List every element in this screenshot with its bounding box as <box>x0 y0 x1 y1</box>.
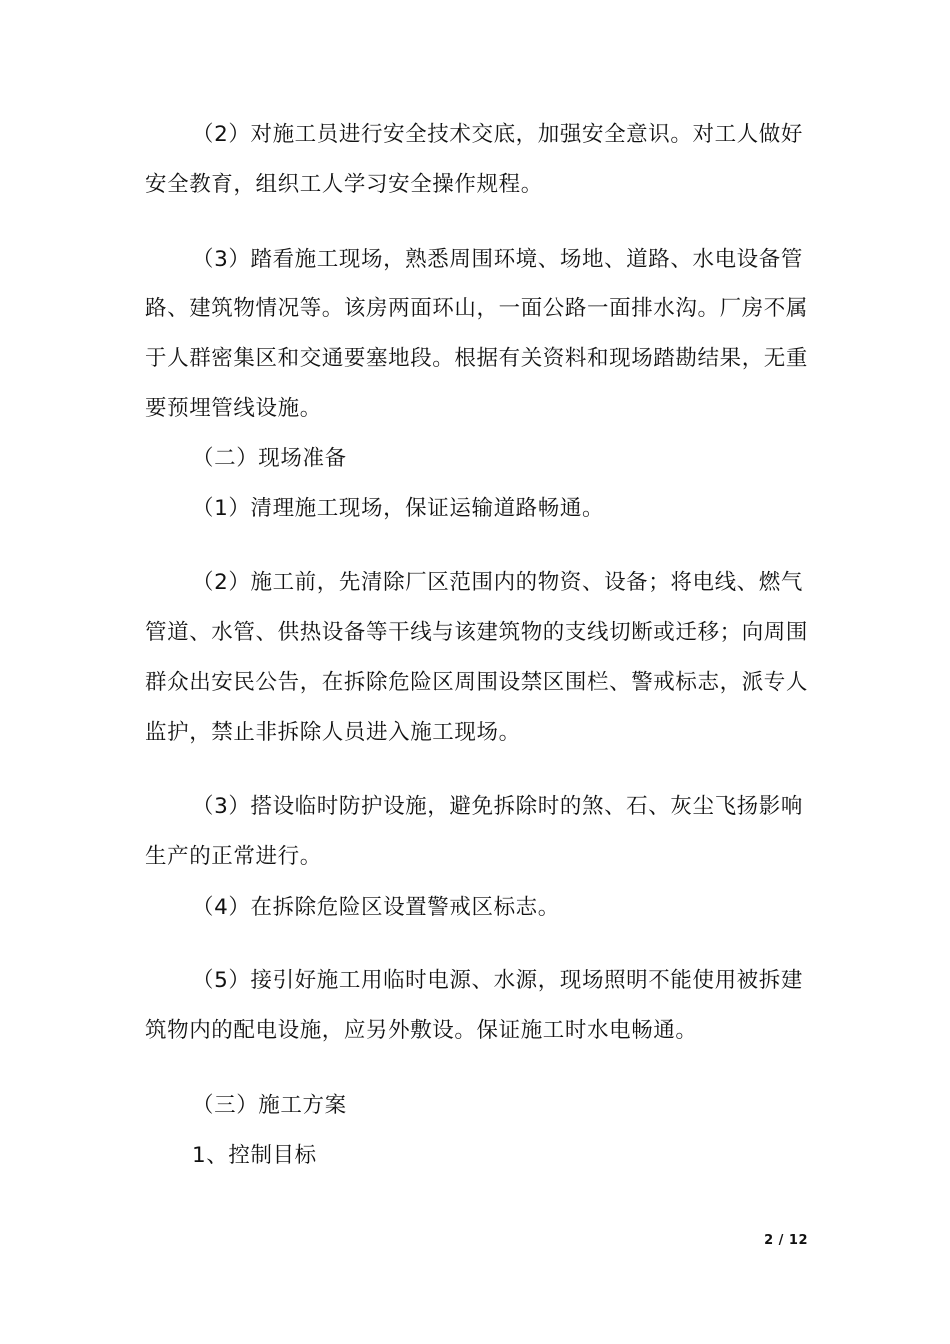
text-line: （2）施工前，先清除厂区范围内的物资、设备；将电线、燃气 <box>192 570 803 595</box>
text-line: 群众出安民公告，在拆除危险区周围设禁区围栏、警戒标志，派专人 <box>145 670 809 695</box>
text-line: （2）对施工员进行安全技术交底，加强安全意识。对工人做好 <box>192 122 803 147</box>
page-number: 2 / 12 <box>764 1233 808 1248</box>
text-line: （3）搭设临时防护设施，避免拆除时的煞、石、灰尘飞扬影响 <box>192 794 803 819</box>
text-line: 管道、水管、供热设备等干线与该建筑物的支线切断或迁移；向周围 <box>145 620 809 645</box>
text-line: 路、建筑物情况等。该房两面环山，一面公路一面排水沟。厂房不属 <box>145 296 809 321</box>
text-line: （4）在拆除危险区设置警戒区标志。 <box>192 895 560 920</box>
text-line: 生产的正常进行。 <box>145 844 322 869</box>
text-line: （1）清理施工现场，保证运输道路畅通。 <box>192 496 605 521</box>
text-line: 于人群密集区和交通要塞地段。根据有关资料和现场踏勘结果，无重 <box>145 346 809 371</box>
text-line: （5）接引好施工用临时电源、水源，现场照明不能使用被拆建 <box>192 968 803 993</box>
text-line: 要预埋管线设施。 <box>145 396 322 421</box>
section-heading: （三）施工方案 <box>192 1093 347 1118</box>
text-line: 监护，禁止非拆除人员进入施工现场。 <box>145 720 521 745</box>
text-line: （3）踏看施工现场，熟悉周围环境、场地、道路、水电设备管 <box>192 247 803 272</box>
subsection-heading: 1、控制目标 <box>192 1143 317 1168</box>
text-line: 筑物内的配电设施，应另外敷设。保证施工时水电畅通。 <box>145 1018 698 1043</box>
section-heading: （二）现场准备 <box>192 446 347 471</box>
text-line: 安全教育，组织工人学习安全操作规程。 <box>145 172 543 197</box>
